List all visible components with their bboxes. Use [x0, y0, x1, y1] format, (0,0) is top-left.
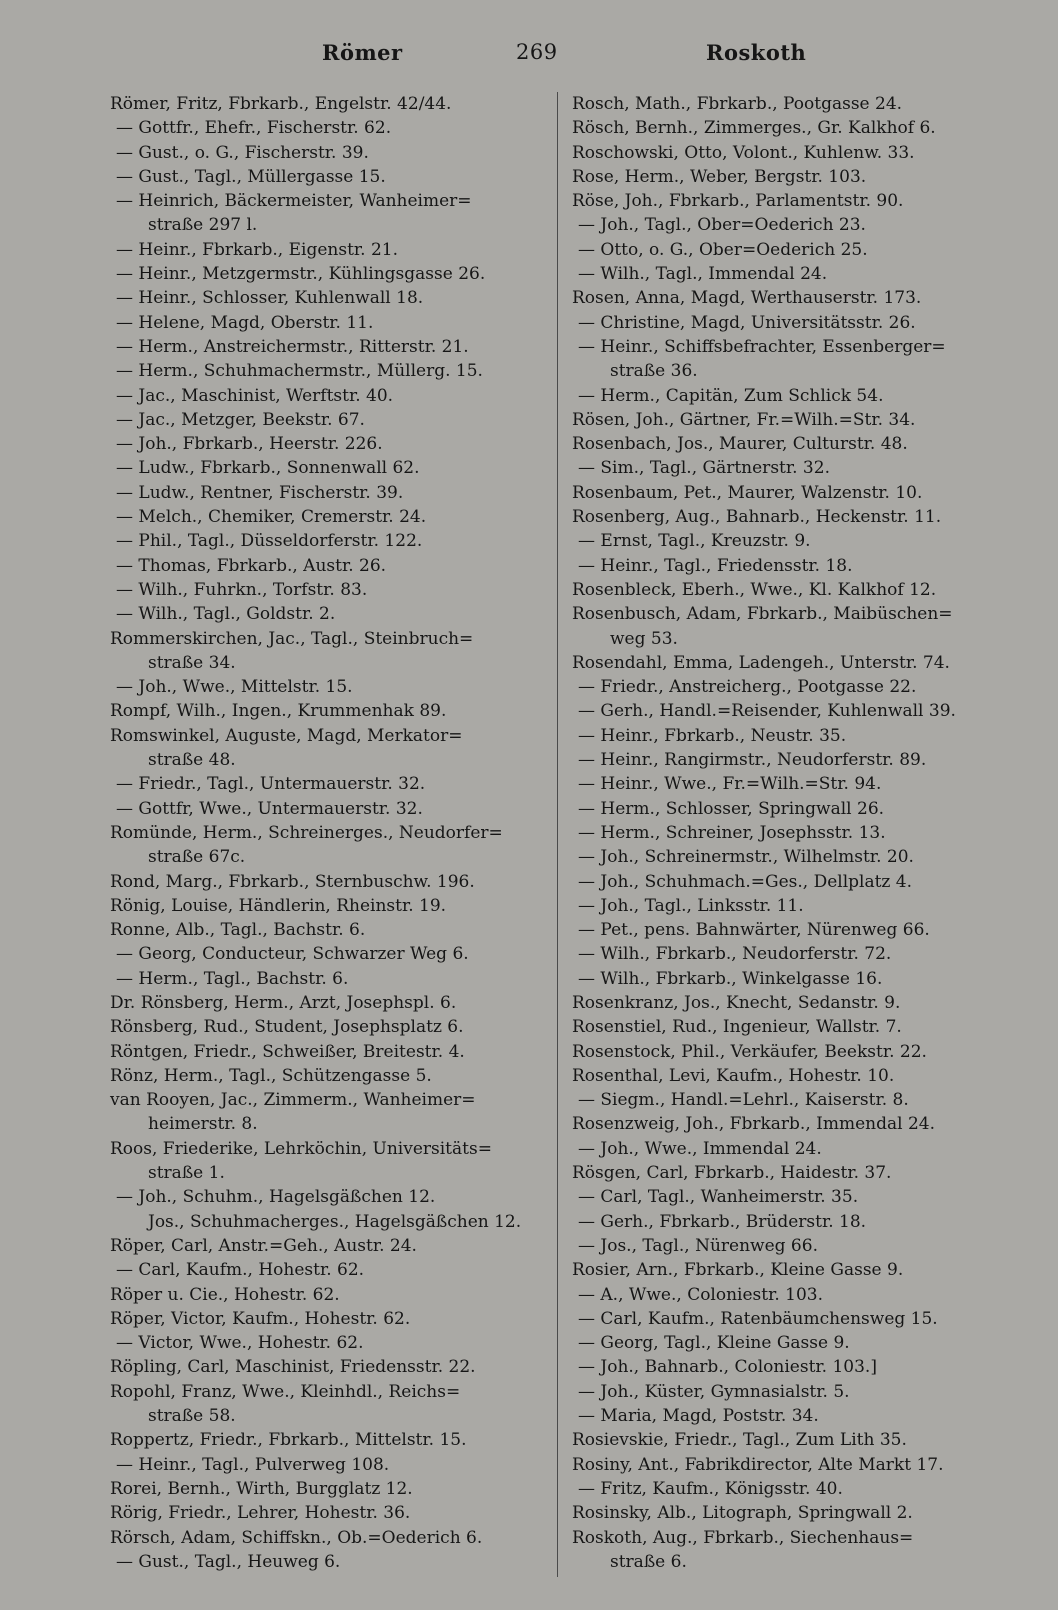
directory-entry: — Carl, Tagl., Wanheimerstr. 35. — [578, 1187, 859, 1208]
directory-entry: — Gust., Tagl., Heuweg 6. — [116, 1551, 341, 1572]
directory-entry: Rönz, Herm., Tagl., Schützengasse 5. — [110, 1065, 432, 1086]
directory-entry: — Heinr., Schiffsbefrachter, Essenberger= — [578, 336, 946, 357]
directory-entry: — Joh., Tagl., Linksstr. 11. — [578, 895, 804, 916]
directory-entry: — Ludw., Fbrkarb., Sonnenwall 62. — [116, 458, 420, 479]
directory-entry: — Wilh., Fbrkarb., Neudorferstr. 72. — [578, 944, 892, 965]
directory-entry: Rosch, Math., Fbrkarb., Pootgasse 24. — [572, 94, 903, 114]
directory-entry: Rorei, Bernh., Wirth, Burgglatz 12. — [110, 1478, 413, 1499]
directory-entry: Rörsch, Adam, Schiffskn., Ob.=Oederich 6. — [110, 1527, 483, 1548]
directory-entry: Rosenbleck, Eberh., Wwe., Kl. Kalkhof 12. — [572, 579, 937, 600]
directory-entry: — Ludw., Rentner, Fischerstr. 39. — [116, 482, 404, 503]
directory-entry: Rose, Herm., Weber, Bergstr. 103. — [572, 166, 867, 187]
header-first-name: Römer — [322, 40, 403, 65]
directory-entry: — Ernst, Tagl., Kreuzstr. 9. — [578, 531, 811, 552]
directory-entry: van Rooyen, Jac., Zimmerm., Wanheimer= — [110, 1090, 476, 1111]
directory-entry: Roos, Friederike, Lehrköchin, Universitäts= — [110, 1138, 492, 1159]
directory-entry: — Joh., Tagl., Ober=Oederich 23. — [578, 215, 866, 236]
directory-entry: Röpling, Carl, Maschinist, Friedensstr. 22. — [110, 1357, 476, 1378]
directory-entry: — Wilh., Fbrkarb., Winkelgasse 16. — [578, 968, 883, 989]
directory-entry: straße 36. — [610, 361, 698, 382]
directory-entry: — Heinr., Fbrkarb., Neustr. 35. — [578, 725, 847, 746]
directory-entry: — Carl, Kaufm., Ratenbäumchensweg 15. — [578, 1308, 938, 1329]
directory-entry: — Wilh., Tagl., Immendal 24. — [578, 264, 828, 285]
directory-entry: Rosiny, Ant., Fabrikdirector, Alte Markt 17. — [572, 1454, 944, 1475]
directory-entry: — Heinr., Schlosser, Kuhlenwall 18. — [116, 288, 424, 309]
directory-entry: Rosenkranz, Jos., Knecht, Sedanstr. 9. — [572, 992, 901, 1013]
directory-entry: straße 297 l. — [148, 215, 258, 236]
directory-entry: — Herm., Capitän, Zum Schlick 54. — [578, 385, 884, 406]
directory-entry: — Herm., Schreiner, Josephsstr. 13. — [578, 822, 886, 843]
directory-entry: — Otto, o. G., Ober=Oederich 25. — [578, 239, 868, 260]
directory-entry: Römer, Fritz, Fbrkarb., Engelstr. 42/44. — [110, 94, 452, 114]
directory-entry: Rosenstock, Phil., Verkäufer, Beekstr. 22. — [572, 1041, 927, 1062]
directory-entry: — Herm., Schlosser, Springwall 26. — [578, 798, 885, 819]
directory-entry: straße 1. — [148, 1163, 225, 1184]
directory-entry: — Jos., Tagl., Nürenweg 66. — [578, 1235, 818, 1256]
directory-entry: straße 48. — [148, 750, 236, 771]
directory-entry: — Herm., Tagl., Bachstr. 6. — [116, 968, 349, 989]
directory-entry: Rosenberg, Aug., Bahnarb., Heckenstr. 11. — [572, 507, 942, 528]
directory-entry: — Heinr., Tagl., Pulverweg 108. — [116, 1454, 390, 1475]
directory-entry: Roschowski, Otto, Volont., Kuhlenw. 33. — [572, 142, 915, 163]
directory-entry: — Joh., Bahnarb., Coloniestr. 103.] — [578, 1357, 877, 1378]
directory-entry: Dr. Rönsberg, Herm., Arzt, Josephspl. 6. — [110, 992, 457, 1013]
directory-entry: — Wilh., Fuhrkn., Torfstr. 83. — [116, 579, 368, 600]
directory-entry: Rösgen, Carl, Fbrkarb., Haidestr. 37. — [572, 1163, 892, 1184]
directory-entry: Rosenzweig, Joh., Fbrkarb., Immendal 24. — [572, 1114, 935, 1135]
directory-entry: — Gust., o. G., Fischerstr. 39. — [116, 142, 369, 163]
directory-entry: — Georg, Tagl., Kleine Gasse 9. — [578, 1333, 850, 1354]
directory-entry: — Heinr., Metzgermstr., Kühlingsgasse 26. — [116, 264, 486, 285]
header-last-name: Roskoth — [706, 40, 807, 65]
directory-entry: — Georg, Conducteur, Schwarzer Weg 6. — [116, 944, 469, 965]
directory-entry: — Christine, Magd, Universitätsstr. 26. — [578, 312, 916, 333]
directory-entry: Röper, Victor, Kaufm., Hohestr. 62. — [110, 1308, 411, 1329]
directory-entry: — Jac., Metzger, Beekstr. 67. — [116, 409, 365, 430]
directory-entry: Rosievskie, Friedr., Tagl., Zum Lith 35. — [572, 1430, 907, 1451]
directory-entry: — Heinr., Wwe., Fr.=Wilh.=Str. 94. — [578, 774, 882, 795]
directory-entry: — Heinrich, Bäckermeister, Wanheimer= — [116, 191, 472, 212]
directory-entry: Rosenbaum, Pet., Maurer, Walzenstr. 10. — [572, 482, 923, 503]
directory-entry: — Jac., Maschinist, Werftstr. 40. — [116, 385, 394, 406]
directory-entry: Röper u. Cie., Hohestr. 62. — [110, 1284, 340, 1305]
directory-entry: Rosen, Anna, Magd, Werthauserstr. 173. — [572, 288, 922, 309]
directory-entry: — Joh., Wwe., Mittelstr. 15. — [116, 677, 353, 698]
left-column — [110, 92, 548, 1574]
directory-entry: Rönig, Louise, Händlerin, Rheinstr. 19. — [110, 895, 447, 916]
directory-entry: Röntgen, Friedr., Schweißer, Breitestr. 4. — [110, 1041, 465, 1062]
directory-entry: straße 34. — [148, 652, 236, 673]
directory-entry: — A., Wwe., Coloniestr. 103. — [578, 1284, 824, 1305]
directory-entry: Rosenbusch, Adam, Fbrkarb., Maibüschen= — [572, 604, 953, 625]
directory-entry: weg 53. — [610, 628, 678, 649]
directory-entry: — Joh., Fbrkarb., Heerstr. 226. — [116, 434, 383, 455]
directory-entry: Rösen, Joh., Gärtner, Fr.=Wilh.=Str. 34. — [572, 409, 916, 430]
directory-entry: — Gerh., Handl.=Reisender, Kuhlenwall 39. — [578, 701, 956, 722]
directory-entry: — Herm., Schuhmachermstr., Müllerg. 15. — [116, 361, 483, 382]
directory-entry: — Herm., Anstreichermstr., Ritterstr. 21. — [116, 336, 469, 357]
directory-entry: — Thomas, Fbrkarb., Austr. 26. — [116, 555, 387, 576]
directory-entry: — Sim., Tagl., Gärtnerstr. 32. — [578, 458, 830, 479]
directory-entry: — Friedr., Anstreicherg., Pootgasse 22. — [578, 677, 917, 698]
directory-entry: straße 67c. — [148, 847, 246, 868]
directory-entry: Rosenstiel, Rud., Ingenieur, Wallstr. 7. — [572, 1017, 902, 1038]
directory-entry: Jos., Schuhmacherges., Hagelsgäßchen 12. — [148, 1211, 522, 1232]
directory-entry: — Maria, Magd, Poststr. 34. — [578, 1406, 819, 1427]
directory-entry: — Siegm., Handl.=Lehrl., Kaiserstr. 8. — [578, 1090, 909, 1111]
directory-entry: Rosinsky, Alb., Litograph, Springwall 2. — [572, 1503, 913, 1524]
directory-entry: Roskoth, Aug., Fbrkarb., Siechenhaus= — [572, 1527, 914, 1548]
page-header — [0, 40, 1058, 76]
directory-entry: Rosenbach, Jos., Maurer, Culturstr. 48. — [572, 434, 908, 455]
directory-entry: — Victor, Wwe., Hohestr. 62. — [116, 1333, 364, 1354]
directory-entry: — Joh., Schuhm., Hagelsgäßchen 12. — [116, 1187, 436, 1208]
directory-entry: — Joh., Küster, Gymnasialstr. 5. — [578, 1381, 850, 1402]
directory-entry: Rosier, Arn., Fbrkarb., Kleine Gasse 9. — [572, 1260, 904, 1281]
right-column — [572, 92, 1012, 1574]
directory-entry: Ronne, Alb., Tagl., Bachstr. 6. — [110, 920, 366, 941]
directory-entry: straße 58. — [148, 1406, 236, 1427]
page-number: 269 — [516, 40, 558, 64]
directory-entry: Ropohl, Franz, Wwe., Kleinhdl., Reichs= — [110, 1381, 461, 1402]
directory-entry: — Joh., Schreinermstr., Wilhelmstr. 20. — [578, 847, 914, 868]
directory-entry: straße 6. — [610, 1551, 687, 1572]
directory-entry: Rompf, Wilh., Ingen., Krummenhak 89. — [110, 701, 447, 722]
directory-entry: — Fritz, Kaufm., Königsstr. 40. — [578, 1478, 843, 1499]
directory-entry: Romswinkel, Auguste, Magd, Merkator= — [110, 725, 463, 746]
directory-entry: — Gottfr., Ehefr., Fischerstr. 62. — [116, 118, 392, 139]
directory-entry: — Wilh., Tagl., Goldstr. 2. — [116, 604, 336, 625]
directory-entry: — Friedr., Tagl., Untermauerstr. 32. — [116, 774, 426, 795]
directory-entry: — Gust., Tagl., Müllergasse 15. — [116, 166, 386, 187]
directory-entry: heimerstr. 8. — [148, 1114, 258, 1135]
directory-entry: — Heinr., Rangirmstr., Neudorferstr. 89. — [578, 750, 927, 771]
directory-entry: Röper, Carl, Anstr.=Geh., Austr. 24. — [110, 1235, 417, 1256]
directory-entry: — Phil., Tagl., Düsseldorferstr. 122. — [116, 531, 423, 552]
directory-entry: Röse, Joh., Fbrkarb., Parlamentstr. 90. — [572, 191, 904, 212]
directory-entry: — Helene, Magd, Oberstr. 11. — [116, 312, 374, 333]
directory-entry: — Heinr., Fbrkarb., Eigenstr. 21. — [116, 239, 399, 260]
directory-entry: — Gerh., Fbrkarb., Brüderstr. 18. — [578, 1211, 867, 1232]
directory-entry: — Gottfr, Wwe., Untermauerstr. 32. — [116, 798, 423, 819]
directory-entry: Rönsberg, Rud., Student, Josephsplatz 6. — [110, 1017, 464, 1038]
directory-entry: Rösch, Bernh., Zimmerges., Gr. Kalkhof 6. — [572, 118, 936, 139]
directory-entry: Rond, Marg., Fbrkarb., Sternbuschw. 196. — [110, 871, 475, 892]
directory-entry: — Melch., Chemiker, Cremerstr. 24. — [116, 507, 427, 528]
column-divider — [557, 92, 558, 1577]
directory-entry: Romünde, Herm., Schreinerges., Neudorfer= — [110, 822, 503, 843]
directory-entry: — Joh., Schuhmach.=Ges., Dellplatz 4. — [578, 871, 913, 892]
directory-entry: — Joh., Wwe., Immendal 24. — [578, 1138, 822, 1159]
directory-entry: Roppertz, Friedr., Fbrkarb., Mittelstr. 15. — [110, 1430, 467, 1451]
directory-entry: Rörig, Friedr., Lehrer, Hohestr. 36. — [110, 1503, 411, 1524]
directory-entry: Rommerskirchen, Jac., Tagl., Steinbruch= — [110, 628, 474, 649]
directory-entry: — Heinr., Tagl., Friedensstr. 18. — [578, 555, 853, 576]
directory-entry: Rosenthal, Levi, Kaufm., Hohestr. 10. — [572, 1065, 895, 1086]
directory-entry: Rosendahl, Emma, Ladengeh., Unterstr. 74. — [572, 652, 950, 673]
directory-entry: — Pet., pens. Bahnwärter, Nürenweg 66. — [578, 920, 930, 941]
directory-entry: — Carl, Kaufm., Hohestr. 62. — [116, 1260, 365, 1281]
